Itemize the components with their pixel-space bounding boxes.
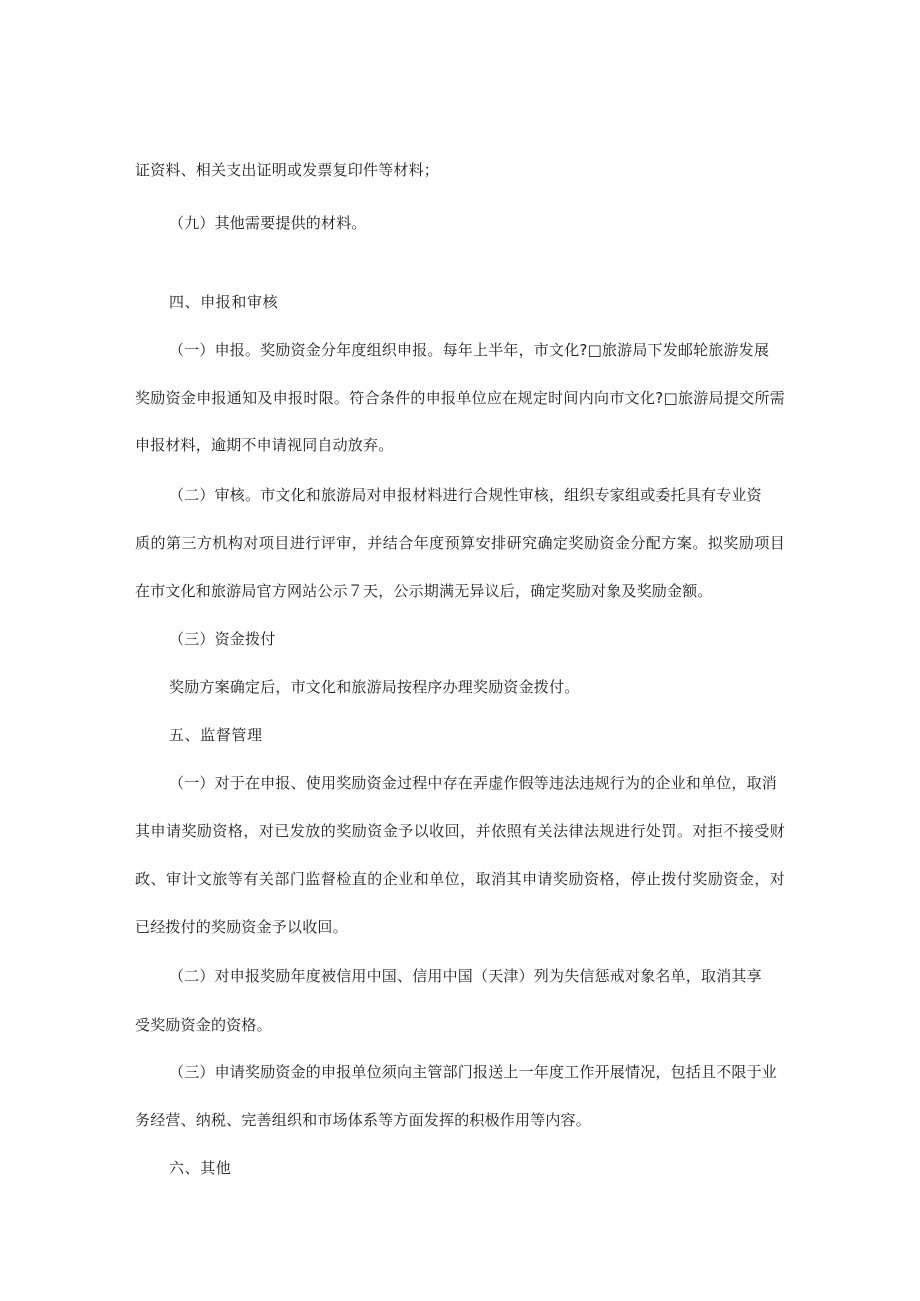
paragraph-line: 质的第三方机构对项目进行评审，并结合年度预算安排研究确定奖励资金分配方案。拟奖励项目 [135, 534, 785, 552]
section-heading-5: 五、监督管理 [169, 726, 263, 744]
paragraph-line: 奖励方案确定后，市文化和旅游局按程序办理奖励资金拨付。 [169, 678, 580, 696]
paragraph-line: （一）对于在申报、使用奖励资金过程中存在弄虚作假等违法违规行为的企业和单位，取消 [169, 774, 778, 792]
paragraph-line: （九）其他需要提供的材料。 [169, 214, 367, 232]
paragraph-line: （三）申请奖励资金的申报单位须向主管部门报送上一年度工作开展情况，包括且不限于业 [169, 1063, 778, 1081]
paragraph-line: 在市文化和旅游局官方网站公示７天，公示期满无异议后，确定奖励对象及奖励金额。 [135, 582, 713, 600]
paragraph-line: 已经拨付的奖励资金予以收回。 [135, 918, 348, 936]
paragraph-line: 申报材料，逾期不申请视同自动放弃。 [135, 436, 394, 454]
paragraph-line: （二）对申报奖励年度被信用中国、信用中国（天津）列为失信惩戒对象名单，取消其享 [169, 967, 762, 985]
paragraph-line: （一）申报。奖励资金分年度组织申报。每年上半年，市文化?□旅游局下发邮轮旅游发展 [169, 341, 770, 359]
paragraph-line: （三）资金拨付 [169, 630, 276, 648]
paragraph-line: 政、审计文旅等有关部门监督检直的企业和单位，取消其申请奖励资格，停止拨付奖励资金，对 [135, 870, 785, 888]
paragraph-line: 受奖励资金的资格。 [135, 1016, 272, 1034]
section-heading-4: 四、申报和审核 [169, 293, 279, 311]
paragraph-line: 证资料、相关支出证明或发票复印件等材料； [135, 161, 440, 179]
paragraph-line: 务经营、纳税、完善组织和市场体系等方面发挥的积极作用等内容。 [135, 1111, 592, 1129]
paragraph-line: 其申请奖励资格，对已发放的奖励资金予以收回，并依照有关法律法规进行处罚。对拒不接受财 [135, 822, 785, 840]
paragraph-line: 奖励资金申报通知及申报时限。符合条件的申报单位应在规定时间内向市文化?□旅游局提交所需 [135, 389, 785, 407]
section-heading-6: 六、其他 [169, 1159, 232, 1177]
paragraph-line: （二）审核。市文化和旅游局对申报材料进行合规性审核，组织专家组或委托具有专业资 [169, 486, 762, 504]
